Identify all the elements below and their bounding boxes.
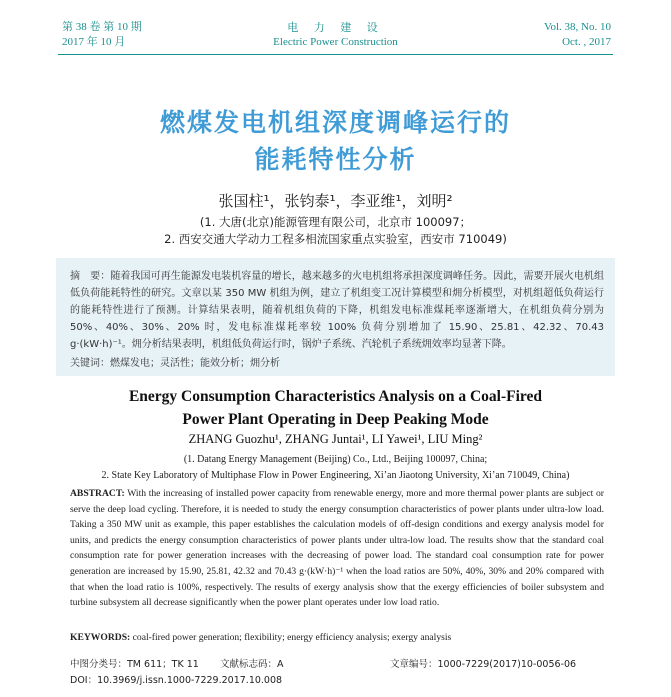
keywords-en: [70, 632, 604, 643]
abstract-cn-label: 摘 要：: [70, 271, 111, 282]
title-en-line1: Energy Consumption Characteristics Analysis on a Coal-Fired: [128, 388, 543, 405]
keywords-en-text: coal-fired power generation; flexibility; energy efficiency analysis; exergy analysis: [130, 632, 452, 643]
affiliation-cn-1: (1. 大唐(北京)能源管理有限公司，北京市 100097；: [199, 215, 472, 229]
volume-issue-en: Vol. 38, No. 10: [543, 21, 611, 33]
title-cn-line1: 燃煤发电机组深度调峰运行的: [159, 108, 511, 137]
header-rule: [58, 54, 613, 55]
keywords-cn-text: 燃煤发电；灵活性；能效分析；㶲分析: [110, 358, 280, 369]
header-right: [544, 20, 611, 50]
affiliations-cn: [0, 214, 671, 248]
doi: DOI：10.3969/j.issn.1000-7229.2017.10.008: [70, 675, 283, 686]
document-code: 文献标志码：A: [220, 659, 284, 670]
date-en: Oct. , 2017: [562, 36, 611, 48]
paper-title-en: [0, 385, 671, 431]
keywords-cn-label: 关键词：: [70, 358, 110, 369]
journal-name-cn: 电 力 建 设: [287, 21, 384, 34]
affiliations-en: [0, 452, 671, 484]
date-cn: 2017 年 10 月: [62, 36, 126, 48]
journal-name-en: Electric Power Construction: [273, 36, 398, 48]
title-en-line2: Power Plant Operating in Deep Peaking Mode: [182, 411, 489, 428]
clc-number: 中图分类号：TM 611；TK 11: [70, 659, 199, 670]
affiliation-en-2: 2. State Key Laboratory of Multiphase Flow in Power Engineering, Xi’an Jiaotong University, Xi’an 710049, China): [101, 470, 570, 481]
volume-issue-cn: 第 38 卷 第 10 期: [62, 21, 142, 33]
keywords-en-label: KEYWORDS:: [70, 632, 131, 643]
abstract-cn: [70, 268, 604, 353]
abstract-en-text: With the increasing of installed power capacity from renewable energy, more and more thermal power plants are subject or serve the deep load cycling. Therefore, it is needed to study the energy consumption characteristics of power plants under ultra-low load. Taking a 350 MW unit as example, this paper establishes the calculation models of off-design conditions and exergy analysis model for units, and predicts the energy consumption characteristics of power plants under ultra-low load. The results show that the standard coal consumption rate for power generation increases with the decreasing of power load. The standard coal consumption rate for power generation are increased by 15.90, 25.81, 42.32 and 70.43 g·(kW·h)⁻¹ when the load ratios are 50%, 40%, 30% and 20% compared with that when the load ratio is 100%, respectively. The results of exergy analysis show that the exergy efficiencies of boiler subsystem and turbine subsystem all decrease significantly when the power plant operates under low load ratio.: [70, 488, 604, 609]
authors-en: ZHANG Guozhu¹, ZHANG Juntai¹, LI Yawei¹, LIU Ming²: [188, 432, 483, 446]
abstract-en-label: ABSTRACT:: [70, 488, 125, 499]
authors-cn: 张国柱¹，张钧泰¹，李亚维¹，刘明²: [218, 192, 453, 210]
article-number: 文章编号：1000-7229(2017)10-0056-06: [390, 659, 577, 670]
classification-line: [70, 656, 610, 670]
keywords-cn: [70, 354, 604, 369]
affiliation-cn-2: 2. 西安交通大学动力工程多相流国家重点实验室，西安市 710049): [164, 232, 507, 246]
abstract-en: [70, 486, 604, 611]
paper-title-cn: [0, 104, 671, 178]
abstract-cn-text: 随着我国可再生能源发电装机容量的增长，越来越多的火电机组将承担深度调峰任务。因此，需要开展火电机组低负荷能耗特性的研究。文章以某 350 MW 机组为例，建立了机组变工况计算模型和㶲分析模型，对机组超低负荷运行的能耗特性进行了预测。计算结果表明，随着机组负荷的下降，机组发电标准煤耗率逐渐增大，在机组负荷分别为 50%、40%、30%、20% 时，发电标准煤耗率较 100% 负荷分别增加了 15.90、25.81、42.32、70.43 g·(kW·h)⁻¹。㶲分析结果表明，机组低负荷运行时，锅炉子系统、汽轮机子系统㶲效率均显著下降。: [70, 271, 605, 350]
affiliation-en-1: (1. Datang Energy Management (Beijing) Co., Ltd., Beijing 100097, China;: [183, 454, 488, 465]
title-cn-line2: 能耗特性分析: [254, 145, 417, 174]
journal-header: [0, 0, 671, 58]
